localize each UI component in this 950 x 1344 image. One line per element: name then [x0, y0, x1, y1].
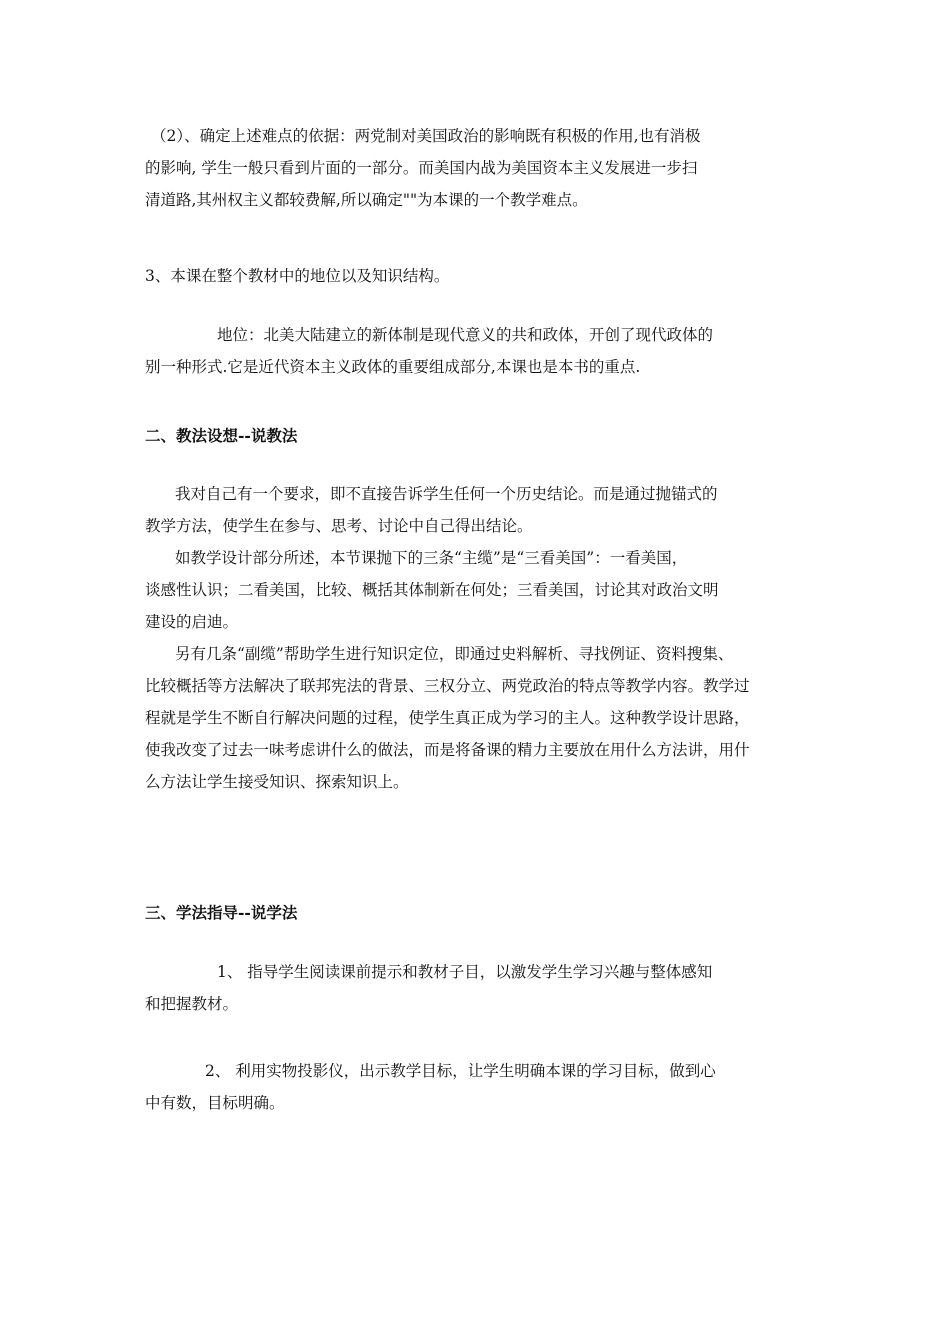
paragraph-learning-item-1 — [145, 956, 815, 1020]
section-heading-teaching-method — [145, 420, 815, 452]
text-line: 中有数，目标明确。 — [145, 1094, 285, 1112]
text-line: 2、 利用实物投影仪，出示教学目标，让学生明确本课的学习目标，做到心 — [205, 1062, 716, 1080]
text-line: 地位：北美大陆建立的新体制是现代意义的共和政体，开创了现代政体的 — [217, 326, 714, 344]
text-line: 和把握教材。 — [145, 995, 239, 1013]
text-line: 别一种形式.它是近代资本主义政体的重要组成部分,本课也是本书的重点. — [145, 358, 641, 376]
text-line: 教学方法，使学生在参与、思考、讨论中自己得出结论。 — [145, 517, 533, 535]
text-line: 我对自己有一个要求，即不直接告诉学生任何一个历史结论。而是通过抛锚式的 — [175, 485, 718, 503]
text-line: 的影响, 学生一般只看到片面的一部分。而美国内战为美国资本主义发展进一步扫 — [145, 159, 698, 177]
paragraph-position — [145, 319, 815, 383]
paragraph-teaching-method — [145, 478, 815, 798]
paragraph-position-heading — [145, 260, 815, 292]
paragraph-learning-item-2 — [145, 1055, 815, 1119]
text-line: 3、本课在整个教材中的地位以及知识结构。 — [145, 267, 450, 285]
text-line: 比较概括等方法解决了联邦宪法的背景、三权分立、两党政治的特点等教学内容。教学过 — [145, 677, 750, 695]
text-line: 谈感性认识；二看美国，比较、概括其体制新在何处；三看美国，讨论其对政治文明 — [145, 581, 719, 599]
section-heading-learning-method — [145, 897, 815, 929]
text-line: 建设的启迪。 — [145, 613, 239, 631]
text-line: （2）、确定上述难点的依据：两党制对美国政治的影响既有积极的作用,也有消极 — [151, 127, 701, 145]
text-line: 么方法让学生接受知识、探索知识上。 — [145, 773, 409, 791]
heading-text: 三、学法指导--说学法 — [145, 903, 298, 922]
text-line: 清道路,其州权主义都较费解,所以确定""为本课的一个教学难点。 — [145, 191, 588, 209]
heading-text: 二、教法设想--说教法 — [145, 426, 298, 445]
text-line: 使我改变了过去一味考虑讲什么的做法，而是将备课的精力主要放在用什么方法讲，用什 — [145, 741, 750, 759]
text-line: 如教学设计部分所述，本节课抛下的三条“主缆”是“三看美国”：一看美国， — [175, 549, 688, 567]
text-line: 1、 指导学生阅读课前提示和教材子目，以激发学生学习兴趣与整体感知 — [217, 963, 713, 981]
text-line: 程就是学生不断自行解决问题的过程，使学生真正成为学习的主人。这种教学设计思路， — [145, 709, 750, 727]
text-line: 另有几条“副缆”帮助学生进行知识定位，即通过史料解析、寻找例证、资料搜集、 — [175, 645, 734, 663]
paragraph-difficulty-basis — [145, 120, 815, 216]
